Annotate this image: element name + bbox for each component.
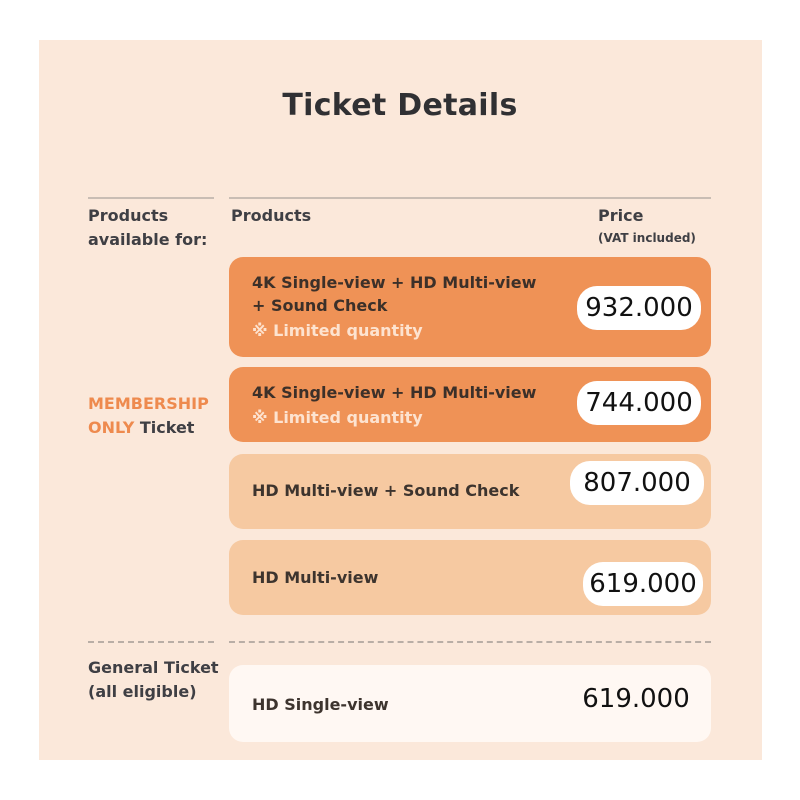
header-price-note: (VAT included)	[598, 231, 696, 245]
general-ticket-line2: (all eligible)	[88, 682, 197, 701]
header-divider-right	[229, 197, 711, 199]
product-title-line1: 4K Single-view + HD Multi-view	[252, 273, 537, 292]
product-card[interactable]	[229, 665, 711, 742]
general-ticket-label	[88, 656, 219, 704]
header-price: Price	[598, 206, 644, 225]
price-badge: 744.000	[577, 381, 701, 425]
header-products-available-for	[88, 204, 207, 252]
price-badge: 807.000	[570, 461, 704, 505]
price-badge: 932.000	[577, 286, 701, 330]
header-left-line2: available for:	[88, 230, 208, 249]
product-title-line2: + Sound Check	[252, 296, 388, 315]
section-divider-left	[88, 641, 214, 643]
price-badge: 619.000	[583, 562, 703, 606]
product-title: HD Single-view	[252, 695, 389, 714]
general-ticket-line1: General Ticket	[88, 658, 219, 677]
membership-only-label	[88, 392, 209, 440]
limited-quantity-note: ※ Limited quantity	[252, 408, 423, 427]
product-card[interactable]	[229, 367, 711, 442]
product-card[interactable]	[229, 257, 711, 357]
page-title: Ticket Details	[282, 88, 518, 123]
membership-word: MEMBERSHIP	[88, 394, 209, 413]
product-title: HD Multi-view	[252, 568, 379, 587]
product-title: 4K Single-view + HD Multi-view	[252, 383, 537, 402]
header-divider-left	[88, 197, 214, 199]
product-card[interactable]	[229, 540, 711, 615]
header-products: Products	[231, 206, 312, 225]
price-badge: 619.000	[582, 684, 690, 714]
limited-quantity-note: ※ Limited quantity	[252, 321, 423, 340]
section-divider-right	[229, 641, 711, 643]
ticket-word: Ticket	[134, 418, 195, 437]
product-title	[252, 271, 552, 317]
header-left-line1: Products	[88, 206, 169, 225]
only-word: ONLY	[88, 418, 135, 437]
product-card[interactable]	[229, 454, 711, 529]
product-title: HD Multi-view + Sound Check	[252, 481, 520, 500]
